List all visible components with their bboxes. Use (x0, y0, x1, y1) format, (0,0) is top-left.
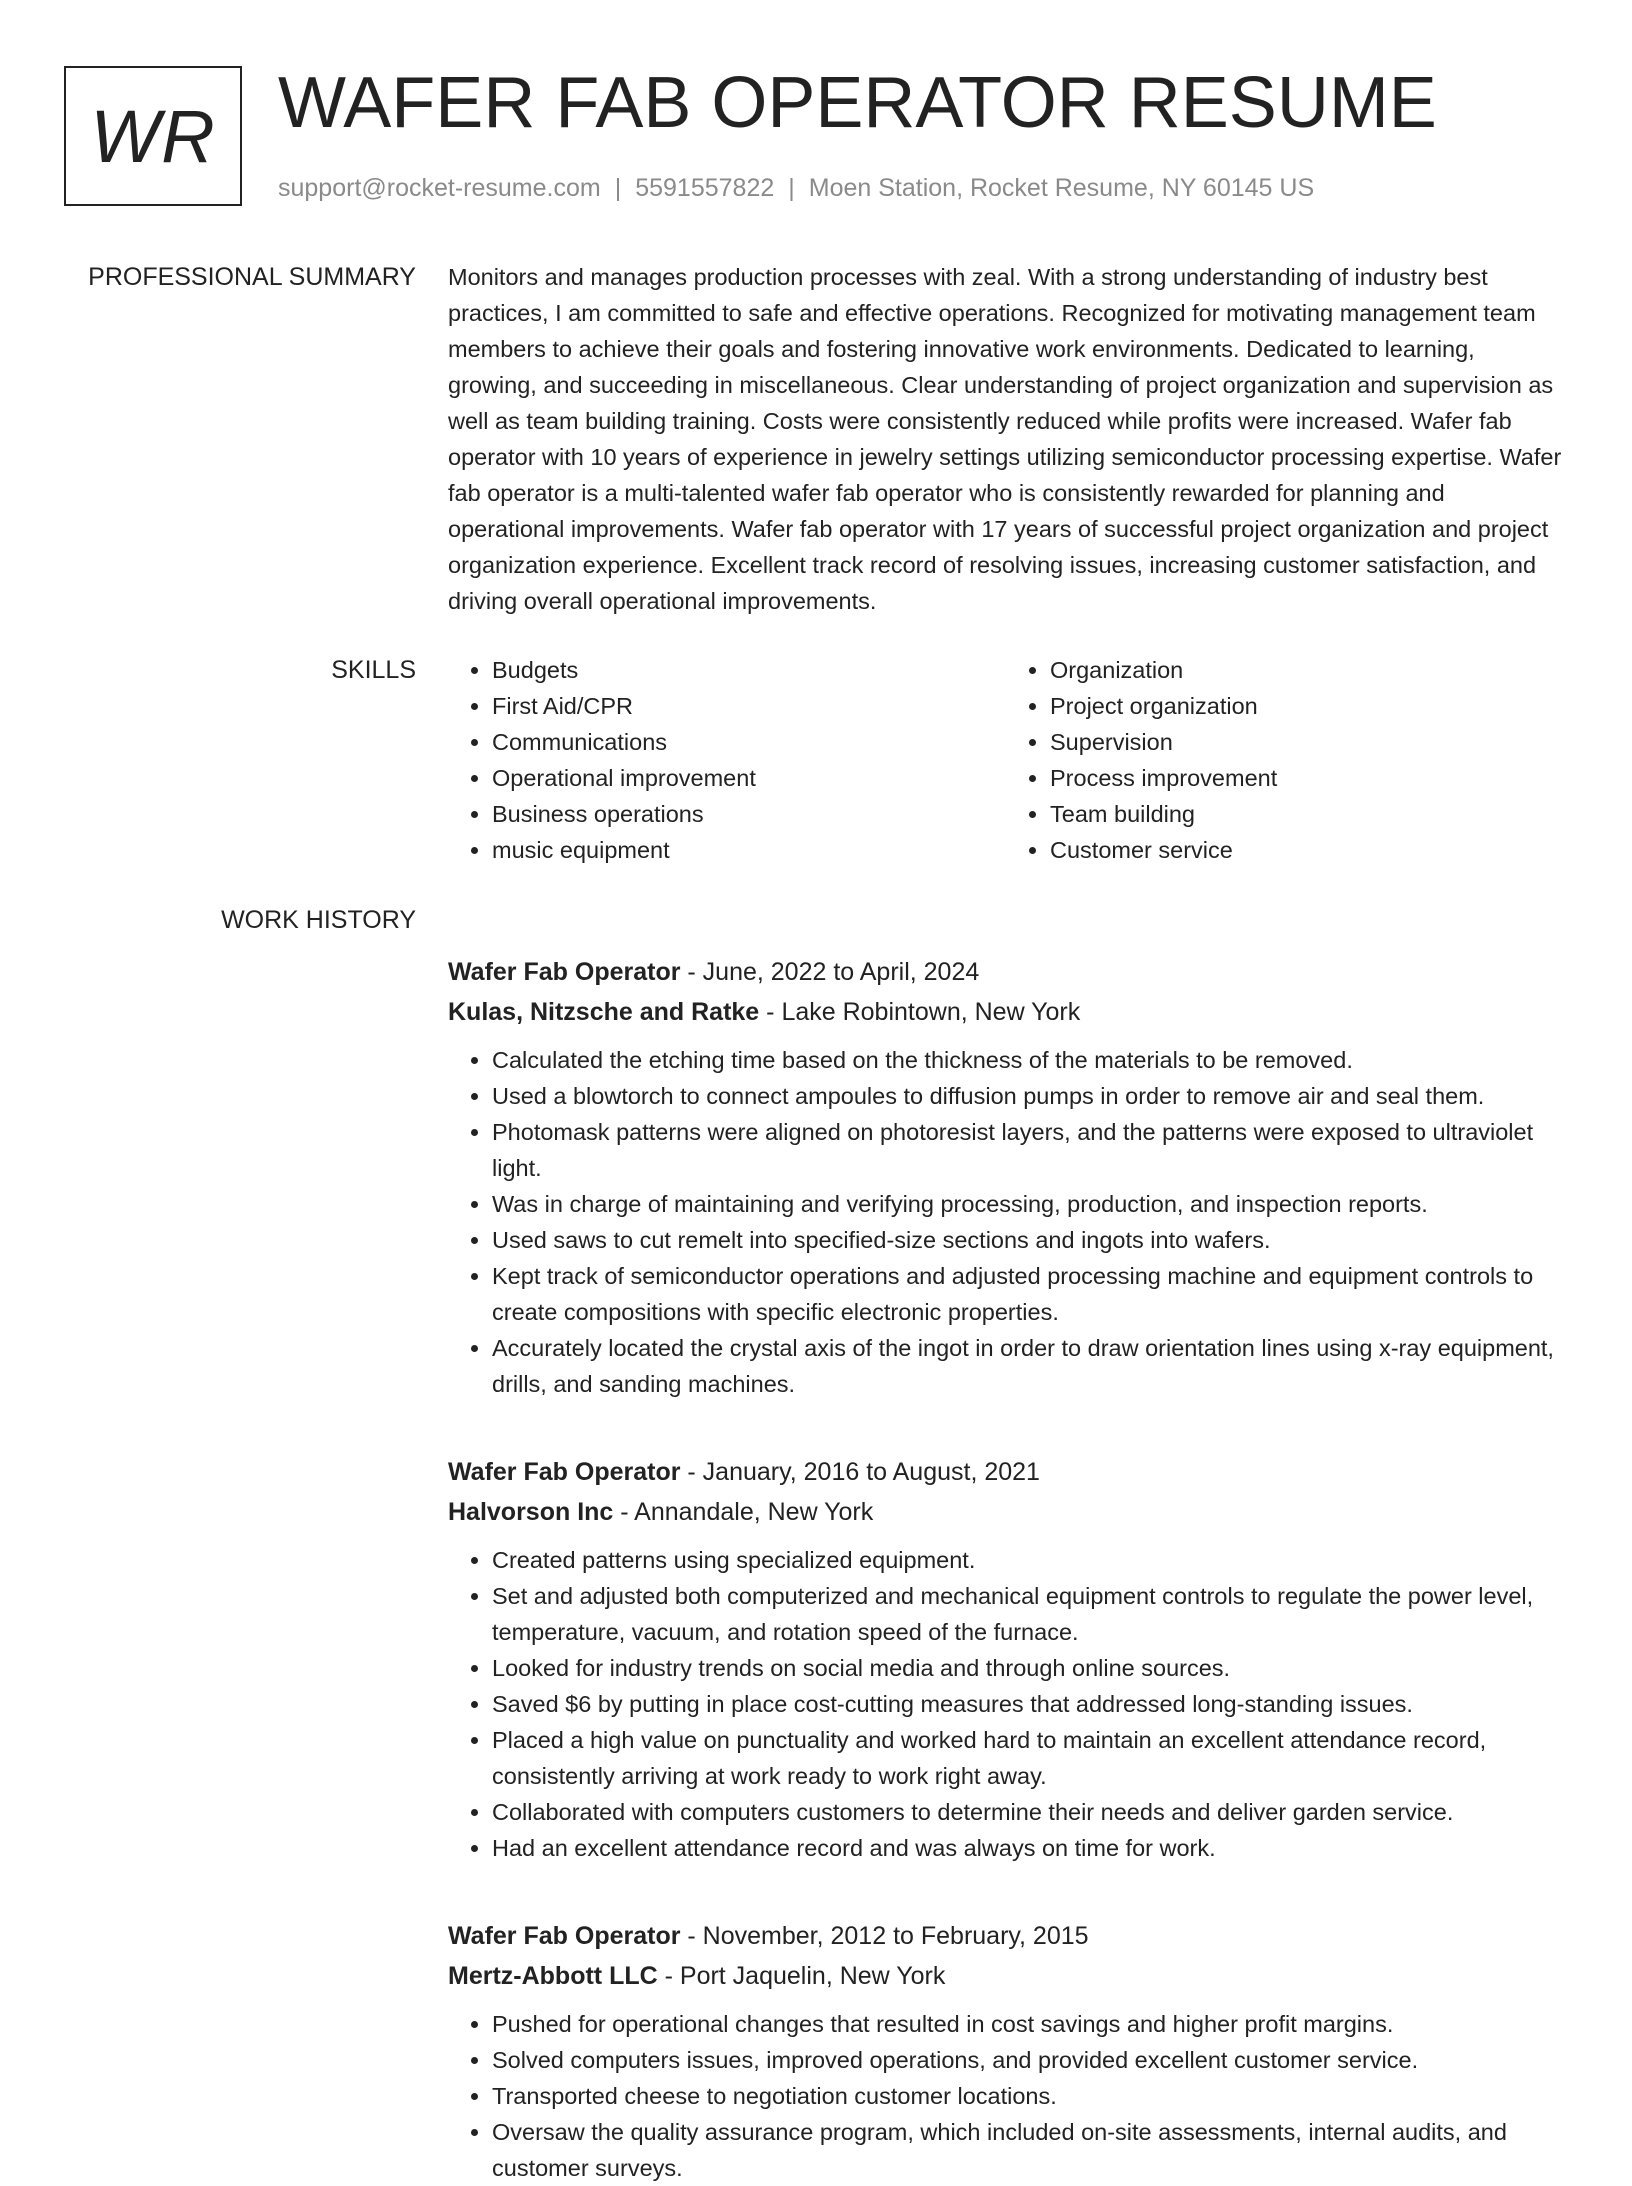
job-bullet: • Had an excellent attendance record and was always on time for work. (492, 1830, 1564, 1866)
job-location: Port Jaquelin, New York (679, 1962, 946, 1990)
job-location: Annandale, New York (634, 1498, 874, 1526)
job-company-line: Mertz-Abbott LLC - Port Jaquelin, New York (448, 1962, 946, 1990)
skill-item: • Budgets (492, 652, 1006, 688)
job-title-line: Wafer Fab Operator - January, 2016 to August, 2021 (448, 1458, 1040, 1486)
job-bullet: • Looked for industry trends on social media and through online sources. (492, 1650, 1564, 1686)
job-bullet: • Accurately located the crystal axis of the ingot in order to draw orientation lines using x-ray equipment, drills, and sanding machines. (492, 1330, 1564, 1402)
job-company: Mertz-Abbott LLC (448, 1962, 658, 1990)
skill-item: • Team building (1050, 796, 1564, 832)
job-title-line: Wafer Fab Operator - November, 2012 to February, 2015 (448, 1922, 1089, 1950)
job-dates: June, 2022 to April, 2024 (702, 958, 980, 986)
job-bullet: • Solved computers issues, improved operations, and provided excellent customer service. (492, 2042, 1564, 2078)
job-bullet: • Saved $6 by putting in place cost-cutting measures that addressed long-standing issues. (492, 1686, 1564, 1722)
contact-separator: | (614, 174, 622, 202)
job-bullet: • Was in charge of maintaining and verifying processing, production, and inspection reports. (492, 1186, 1564, 1222)
contact-phone: 5591557822 (635, 174, 775, 202)
skill-item: • Operational improvement (492, 760, 1006, 796)
job-bullet-list (448, 1042, 1564, 1402)
summary-body (448, 259, 1564, 619)
job-company: Halvorson Inc (448, 1498, 614, 1526)
skills-heading: SKILLS (331, 656, 416, 684)
job-bullet: • Used a blowtorch to connect ampoules to diffusion pumps in order to remove air and seal them. (492, 1078, 1564, 1114)
skill-item: • Communications (492, 724, 1006, 760)
work-heading: WORK HISTORY (221, 906, 416, 934)
summary-heading: PROFESSIONAL SUMMARY (88, 263, 416, 291)
job-location: Lake Robintown, New York (781, 998, 1081, 1026)
skills-body (448, 652, 1564, 868)
contact-separator: | (788, 174, 795, 202)
contact-line (278, 174, 1314, 203)
job-title: Wafer Fab Operator (448, 1458, 681, 1486)
skills-list-left (448, 652, 1006, 868)
job-dates: November, 2012 to February, 2015 (702, 1922, 1089, 1950)
job-bullet: • Collaborated with computers customers to determine their needs and deliver garden service. (492, 1794, 1564, 1830)
skill-item: • Business operations (492, 796, 1006, 832)
job-company-line: Kulas, Nitzsche and Ratke - Lake Robintown, New York (448, 998, 1081, 1026)
job-bullet-list (448, 2006, 1564, 2186)
work-body (448, 902, 1564, 2186)
skill-item: • Process improvement (1050, 760, 1564, 796)
skill-item: • music equipment (492, 832, 1006, 868)
skill-item: • First Aid/CPR (492, 688, 1006, 724)
job-company: Kulas, Nitzsche and Ratke (448, 998, 760, 1026)
job-bullet: • Kept track of semiconductor operations and adjusted processing machine and equipment controls to create compositions with specific electronic properties. (492, 1258, 1564, 1330)
skills-list-right (1006, 652, 1564, 868)
contact-email: support@rocket-resume.com (278, 174, 601, 202)
job-title-line: Wafer Fab Operator - June, 2022 to April, 2024 (448, 958, 980, 986)
contact-address: Moen Station, Rocket Resume, NY 60145 US (808, 174, 1315, 202)
job-entry (448, 952, 1564, 1402)
job-bullet: • Transported cheese to negotiation customer locations. (492, 2078, 1564, 2114)
job-company-line: Halvorson Inc - Annandale, New York (448, 1498, 874, 1526)
job-title: Wafer Fab Operator (448, 1922, 681, 1950)
monogram-logo: WR (64, 66, 242, 206)
job-bullet: • Photomask patterns were aligned on photoresist layers, and the patterns were exposed to ultraviolet light. (492, 1114, 1564, 1186)
skill-item: • Organization (1050, 652, 1564, 688)
summary-text: Monitors and manages production processes with zeal. With a strong understanding of industry best practices, I am committed to safe and effective operations. Recognized for motivating management team members to achieve their goals and fostering innovative work environments. Dedicated to learning, growing, and succeeding in miscellaneous. Clear understanding of project organization and supervision as well as team building training. Costs were consistently reduced while profits were increased. Wafer fab operator with 10 years of experience in jewelry settings utilizing semiconductor processing expertise. Wafer fab operator is a multi-talented wafer fab operator who is consistently rewarded for planning and operational improvements. Wafer fab operator with 17 years of successful project organization and project organization experience. Excellent track record of resolving issues, increasing customer satisfaction, and driving overall operational improvements. (448, 264, 1562, 614)
job-bullet: • Oversaw the quality assurance program, which included on-site assessments, internal audits, and customer surveys. (492, 2114, 1564, 2186)
skill-item: • Project organization (1050, 688, 1564, 724)
job-bullet: • Placed a high value on punctuality and worked hard to maintain an excellent attendance record, consistently arriving at work ready to work right away. (492, 1722, 1564, 1794)
job-bullet: • Created patterns using specialized equipment. (492, 1542, 1564, 1578)
job-bullet: • Pushed for operational changes that resulted in cost savings and higher profit margins. (492, 2006, 1564, 2042)
resume-title: WAFER FAB OPERATOR RESUME (278, 63, 1437, 143)
job-dates: January, 2016 to August, 2021 (702, 1458, 1040, 1486)
job-title: Wafer Fab Operator (448, 958, 681, 986)
job-bullet-list (448, 1542, 1564, 1866)
job-entry (448, 1452, 1564, 1866)
job-bullet: • Used saws to cut remelt into specified-size sections and ingots into wafers. (492, 1222, 1564, 1258)
job-entry (448, 1916, 1564, 2186)
skill-item: • Supervision (1050, 724, 1564, 760)
job-bullet: • Calculated the etching time based on the thickness of the materials to be removed. (492, 1042, 1564, 1078)
skill-item: • Customer service (1050, 832, 1564, 868)
job-bullet: • Set and adjusted both computerized and mechanical equipment controls to regulate the power level, temperature, vacuum, and rotation speed of the furnace. (492, 1578, 1564, 1650)
